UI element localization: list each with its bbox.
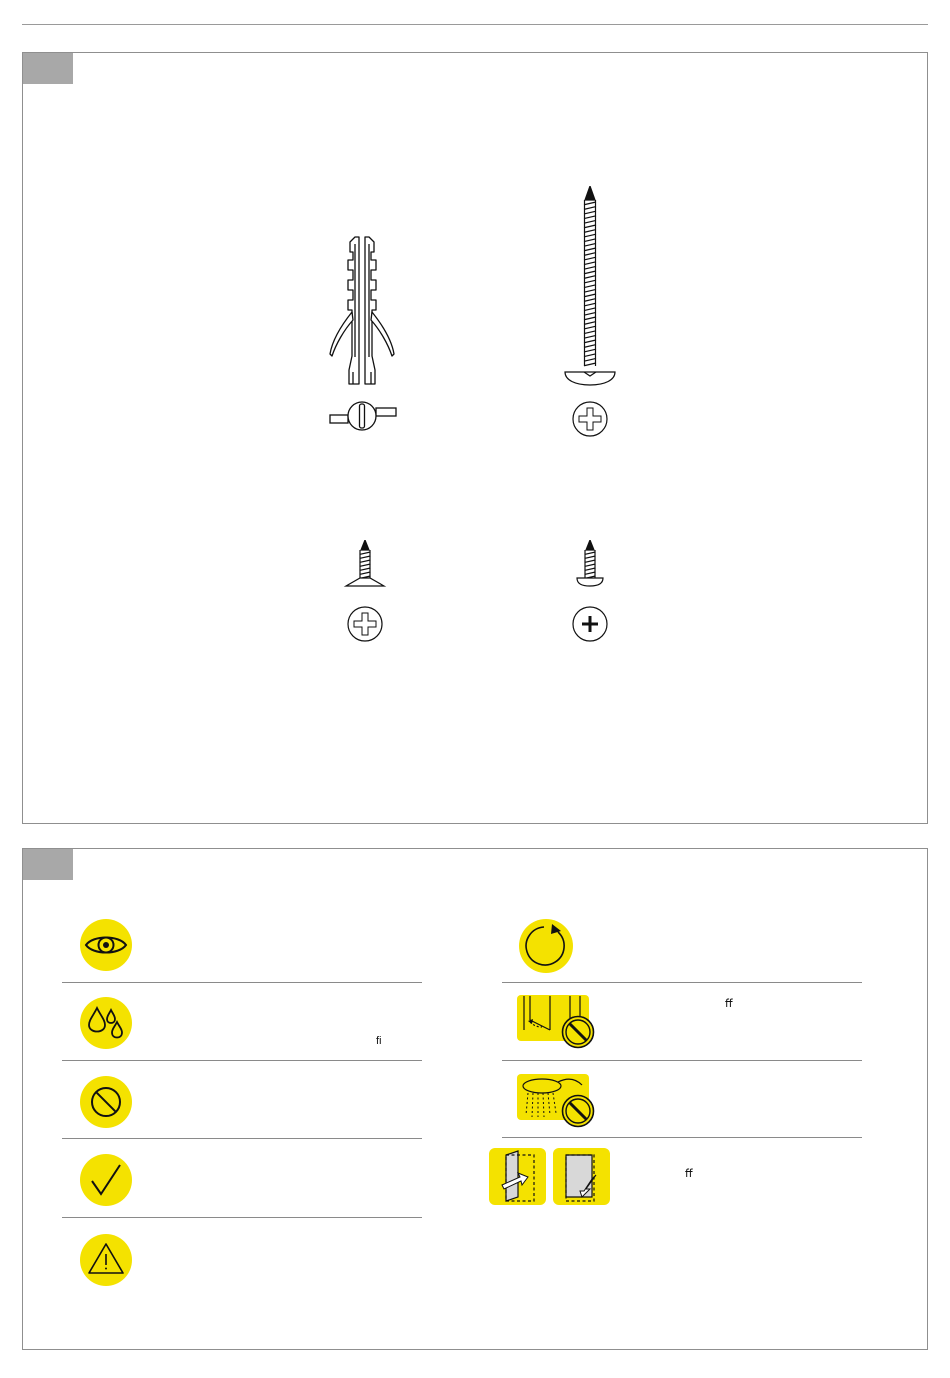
row-divider xyxy=(62,1217,422,1218)
screw-thread xyxy=(584,335,596,338)
screw-thread xyxy=(584,230,596,233)
screw-thread xyxy=(584,257,596,260)
screw-thread xyxy=(584,239,596,242)
symbol-text: ﬁ xyxy=(376,1035,382,1047)
no-hinged-door-icon xyxy=(516,994,598,1052)
section-tab xyxy=(23,53,73,84)
pan-head-screw-icon xyxy=(565,540,615,645)
screw-thread xyxy=(584,340,596,343)
row-divider xyxy=(62,1060,422,1061)
screw-thread xyxy=(584,358,596,361)
screw-thread xyxy=(360,568,371,570)
screw-thread xyxy=(584,354,596,357)
screw-thread xyxy=(584,262,596,265)
screw-thread xyxy=(584,285,596,288)
screw-thread xyxy=(584,289,596,292)
screw-thread xyxy=(360,560,371,562)
screw-thread xyxy=(360,572,371,574)
screw-thread xyxy=(584,253,596,256)
symbol-text: ﬀ xyxy=(685,1168,693,1180)
symbol-text: ﬀ xyxy=(725,998,733,1010)
screw-thread xyxy=(584,220,596,223)
row-divider xyxy=(62,1138,422,1139)
row-divider xyxy=(502,1137,862,1138)
screw-thread xyxy=(584,234,596,237)
screw-thread xyxy=(584,294,596,297)
hardware-panel xyxy=(22,52,928,824)
row-divider xyxy=(62,982,422,983)
screw-thread xyxy=(585,560,596,562)
screw-thread xyxy=(584,211,596,214)
screw-thread xyxy=(584,322,596,325)
screw-thread xyxy=(584,225,596,228)
screw-thread xyxy=(584,207,596,210)
screw-thread xyxy=(584,299,596,302)
reversible-door-icon xyxy=(488,1147,612,1207)
screw-thread xyxy=(584,243,596,246)
screw-thread xyxy=(584,331,596,334)
screw-thread xyxy=(584,266,596,269)
screw-thread xyxy=(584,280,596,283)
screw-thread xyxy=(584,303,596,306)
screw-thread xyxy=(585,564,596,566)
countersunk-screw-icon xyxy=(340,540,390,645)
screw-thread xyxy=(584,216,596,219)
screw-thread xyxy=(360,556,371,558)
screw-thread xyxy=(584,345,596,348)
symbols-panel xyxy=(22,848,928,1350)
prohibited-icon xyxy=(79,1075,133,1129)
water-drops-icon xyxy=(79,996,133,1050)
row-divider xyxy=(502,1060,862,1061)
screw-thread xyxy=(585,568,596,570)
no-shower-spray-icon xyxy=(516,1073,598,1131)
screw-thread xyxy=(584,202,596,205)
screw-thread xyxy=(584,312,596,315)
wall-plug-icon xyxy=(322,232,402,437)
eye-icon xyxy=(79,918,133,972)
long-screw-icon xyxy=(560,186,620,441)
screw-thread xyxy=(360,564,371,566)
screw-thread xyxy=(585,552,596,554)
screw-thread xyxy=(584,317,596,320)
screw-thread xyxy=(584,326,596,329)
screw-thread xyxy=(585,556,596,558)
checkmark-icon xyxy=(79,1153,133,1207)
screw-thread xyxy=(584,349,596,352)
screw-thread xyxy=(584,308,596,311)
screw-thread xyxy=(585,572,596,574)
screw-thread xyxy=(360,552,371,554)
row-divider xyxy=(502,982,862,983)
top-rule xyxy=(22,24,928,25)
warning-triangle-icon xyxy=(79,1233,133,1287)
screw-thread xyxy=(584,363,596,366)
screw-thread xyxy=(584,276,596,279)
section-tab xyxy=(23,849,73,880)
rotate-arrow-icon xyxy=(518,918,574,974)
screw-thread xyxy=(584,271,596,274)
screw-thread xyxy=(584,248,596,251)
